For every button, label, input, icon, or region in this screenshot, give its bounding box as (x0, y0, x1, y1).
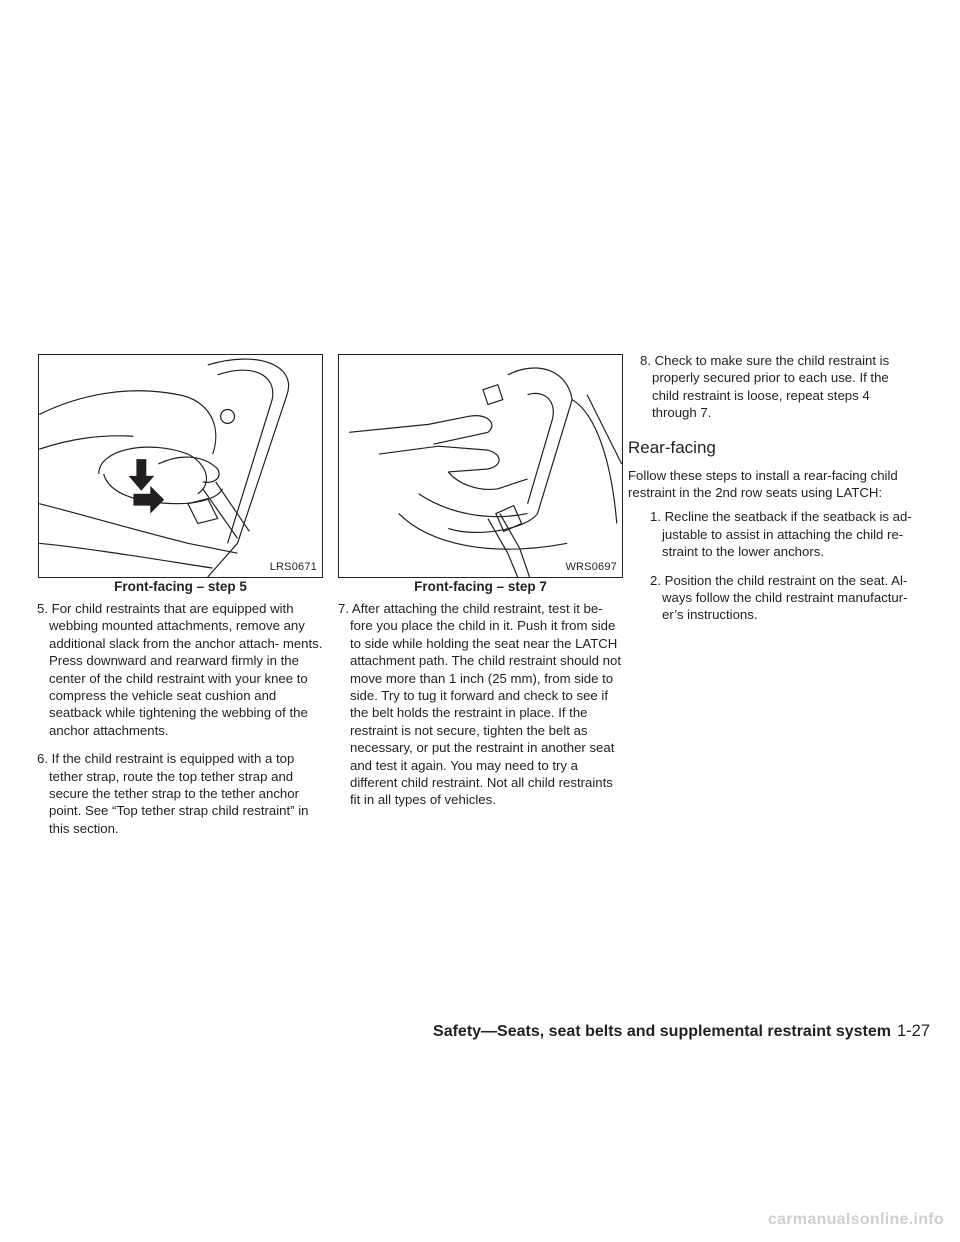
rear-step-1-text: 1. Recline the seatback if the seatback is ad- justable to assist in attaching the child re- straint to the lower anchors. (650, 509, 912, 560)
step-5-text: 5. For child restraints that are equipped with webbing mounted attachments, remove any additional slack from the anchor attach- ments. Press downward and rearward firmly in the center of the child restraint with your knee to compress the vehicle seat cushion and seatback while tightening the webbing of the anchor attachments. (37, 601, 323, 738)
figure-front-facing-step-7 (338, 354, 623, 578)
rear-step-2-text: 2. Position the child restraint on the seat. Al- ways follow the child restraint manufactur- er’s instructions. (650, 572, 908, 623)
figure-caption: Front-facing – step 7 (414, 579, 547, 594)
step-7-text: 7. After attaching the child restraint, test it be- fore you place the child in it. Push it from side to side while holding the seat near the LATCH attachment path. The child restraint should not move more than 1 inch (25 mm), from side to side. Try to tug it forward and check to see if the belt holds the restraint in place. If the restraint is not secure, tighten the belt as necessary, or put the restraint in another seat and test it again. You may need to try a different child restraint. Not all child restraints fit in all types of vehicles. (338, 601, 621, 808)
footer-section-title: Safety—Seats, seat belts and supplemental restraint system (433, 1023, 891, 1040)
section-intro: Follow these steps to install a rear-facing child restraint in the 2nd row seats using LATCH: (628, 467, 898, 501)
page-footer (433, 1022, 930, 1041)
step-8-text: 8. Check to make sure the child restraint is properly secured prior to each use. If the child restraint is loose, repeat steps 4 through 7. (640, 353, 890, 421)
figure-code: LRS0671 (269, 561, 317, 573)
column-2 (338, 600, 624, 820)
step-6-text: 6. If the child restraint is equipped with a top tether strap, route the top tether strap and secure the tether strap to the tether anchor point. See “Top tether strap child restraint” in this section. (37, 751, 309, 836)
figure-caption: Front-facing – step 5 (114, 579, 247, 594)
column-3 (628, 352, 916, 635)
figure-front-facing-step-5 (38, 354, 323, 578)
child-seat-illustration-step5 (39, 355, 322, 577)
rear-facing-steps (628, 508, 916, 623)
page-number: 1-27 (896, 1022, 930, 1040)
column-1 (37, 600, 325, 848)
watermark: carmanualsonline.info (767, 1211, 944, 1228)
section-heading: Rear-facing (628, 437, 716, 457)
figure-code: WRS0697 (565, 561, 617, 573)
child-seat-illustration-step7 (339, 355, 622, 577)
